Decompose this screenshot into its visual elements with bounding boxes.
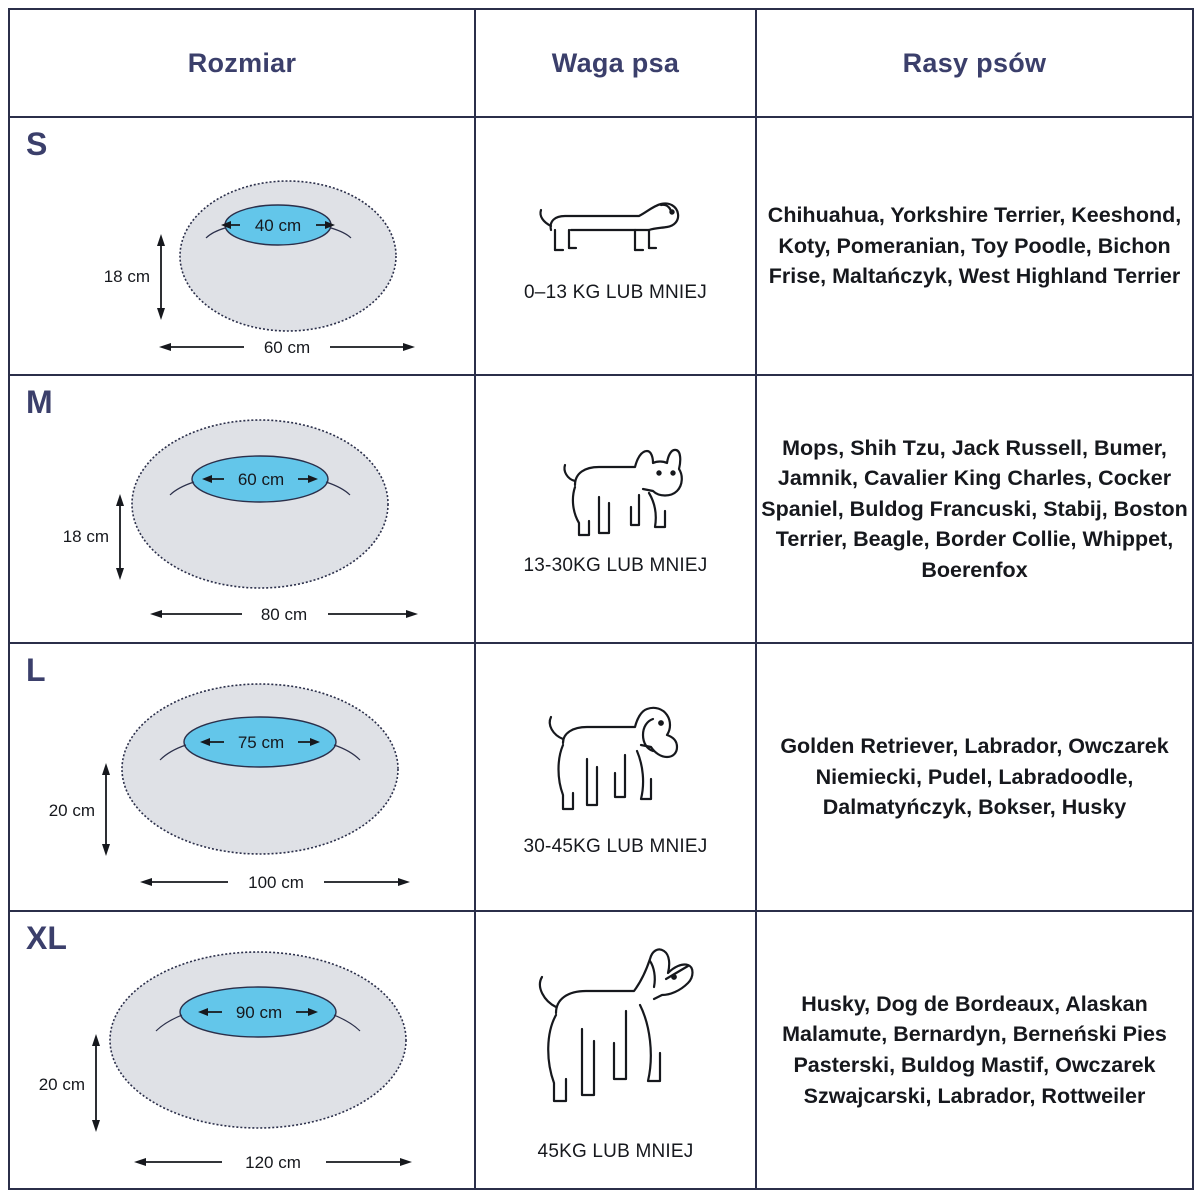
height-label-l: 20 cm [48, 801, 95, 820]
bed-illustration-icon [10, 912, 476, 1190]
breeds-cell-l: Golden Retriever, Labrador, Owczarek Niemiecki, Pudel, Labradoodle, Dalmatyńczyk, Bokser, Husky [756, 643, 1193, 911]
size-letter-l: L [26, 652, 46, 688]
weight-cell-m [475, 375, 756, 643]
table-row [9, 911, 1193, 1189]
french-bulldog-icon [531, 441, 701, 551]
size-letter-s: S [26, 126, 48, 162]
outer-diameter-label-m: 80 cm [260, 605, 308, 624]
outer-diameter-label-s: 60 cm [263, 338, 311, 357]
inner-diameter-label-s: 40 cm [254, 216, 302, 235]
outer-diameter-label-xl: 120 cm [245, 1153, 301, 1172]
bed-diagram-xl [10, 912, 474, 1188]
column-header-size: Rozmiar [9, 9, 475, 117]
breeds-cell-xl: Husky, Dog de Bordeaux, Alaskan Malamute, Bernardyn, Berneński Pies Pasterski, Buldog Mastif, Owczarek Szwajcarski, Labrador, Rottweiler [756, 911, 1193, 1189]
breeds-cell-s: Chihuahua, Yorkshire Terrier, Keeshond, Koty, Pomeranian, Toy Poodle, Bichon Frise, Maltańczyk, West Highland Terrier [756, 117, 1193, 375]
height-label-xl: 20 cm [38, 1075, 85, 1094]
inner-diameter-label-xl: 90 cm [235, 1003, 283, 1022]
dachshund-icon [531, 188, 701, 278]
column-header-breeds: Rasy psów [756, 9, 1193, 117]
weight-cell-s [475, 117, 756, 375]
size-letter-xl: XL [26, 920, 67, 956]
bed-diagram-cell-s [9, 117, 475, 375]
table-row [9, 375, 1193, 643]
outer-diameter-label-l: 100 cm [248, 873, 304, 892]
retriever-icon [521, 697, 711, 832]
table-row [9, 643, 1193, 911]
size-letter-m: M [26, 384, 53, 420]
bed-diagram-cell-xl [9, 911, 475, 1189]
inner-diameter-label-m: 60 cm [237, 470, 285, 489]
weight-label-m: 13-30KG LUB MNIEJ [523, 555, 708, 576]
table-row [9, 117, 1193, 375]
inner-diameter-label-l: 75 cm [237, 733, 285, 752]
height-label-s: 18 cm [103, 267, 150, 286]
weight-cell-xl [475, 911, 756, 1189]
height-label-m: 18 cm [62, 527, 109, 546]
bed-illustration-icon [10, 118, 476, 376]
bed-illustration-icon [10, 376, 476, 644]
table-header-row [9, 9, 1193, 117]
bed-diagram-m [10, 376, 474, 642]
weight-label-xl: 45KG LUB MNIEJ [537, 1141, 694, 1162]
breeds-cell-m: Mops, Shih Tzu, Jack Russell, Bumer, Jamnik, Cavalier King Charles, Cocker Spaniel, Buldog Francuski, Stabij, Boston Terrier, Beagle, Border Collie, Whippet, Boerenfox [756, 375, 1193, 643]
bed-diagram-l [10, 644, 474, 910]
bed-diagram-cell-l [9, 643, 475, 911]
weight-label-l: 30-45KG LUB MNIEJ [523, 835, 708, 857]
weight-cell-l [475, 643, 756, 911]
bed-diagram-s [10, 118, 474, 374]
column-header-weight: Waga psa [475, 9, 756, 117]
shepherd-icon [516, 937, 716, 1137]
bed-diagram-cell-m [9, 375, 475, 643]
weight-label-s: 0–13 KG LUB MNIEJ [524, 282, 707, 303]
bed-illustration-icon [10, 644, 476, 912]
size-guide-table [8, 8, 1194, 1190]
